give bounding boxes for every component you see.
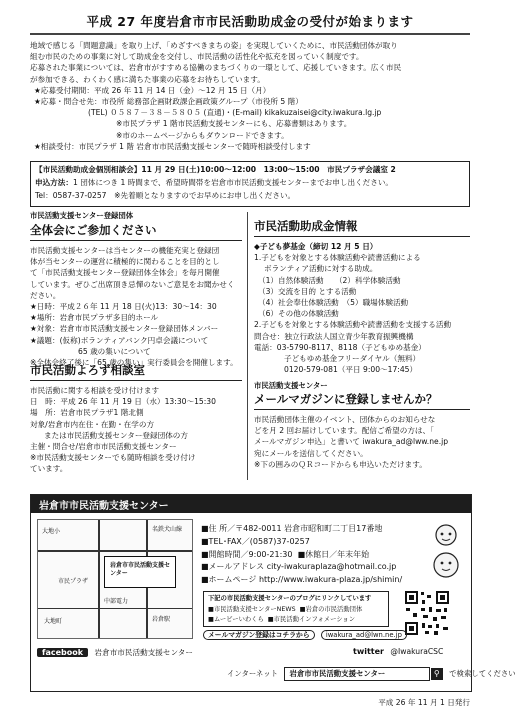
social-row bbox=[37, 647, 193, 658]
center-homepage: ■ホームページ http://www.iwakura-plaza.jp/shimin/ bbox=[201, 575, 403, 585]
consultation-room-section: 市民活動よろず相談室 市民活動に関する相談を受け付けます 日 時：平成 26 年 11 月 19 日（水）13:30〜15:30 場 所：岩倉市民プラザ1 階北側 対象/岩倉市内在住・在勤・在学の方 または市民活動支援センター登録団体の方 主催・問合せ/岩倉市市民活動支援センター ※市民活動支援センターでも随時相談を受け付け ています。 bbox=[30, 362, 242, 475]
intro-text: 地域で感じる「問題意識」を取り上げ、「めざすべきまちの姿」を実現していくために、市民活動団体が取り 組む市民のための事業に対して助成金を交付し、市民活動の活性化や拡充を図っていく制度です。 応募された事業については、岩倉市がすすめる協働のまちづくりの一環として、応援していきます。広く市民 が参加できる、わくわく感に満ちた事業の応募をお待ちしています。 ★応募受付期間：平成 26 年 11 月 14 日（金）〜12 月 15 日（月） ★応募・問合せ先：市役所 総務部企画財政課企画政策グループ（市役所 5 階） (TEL) ０５８７－３８－５８０５ (直通)・(E-mail) kikakuzaisei@city.iwakura.lg.jp ※市民プラザ 1 階市民活動支援センターにも、応募書類はあります。 ※市のホームページからもダウンロードできます。 ★相談受付：市民プラザ 1 階 岩倉市市民活動支援センターで随時相談受付します bbox=[30, 41, 402, 151]
mail-magazine-heading: メールマガジンに登録しませんか？ bbox=[254, 391, 470, 410]
consult-apply-method: 1 団体につき 1 時間まで、希望時間帯を岩倉市市民活動支援センターまでお申し出ください。 bbox=[72, 178, 394, 187]
issue-date: 平成 26 年 11 月 1 日発行 bbox=[378, 698, 470, 707]
page-title: 平成 27 年度岩倉市市民活動助成金の受付が始まります bbox=[86, 14, 414, 29]
consult-reception: ★相談受付：市民プラザ 1 階 岩倉市市民活動支援センターで随時相談受付します bbox=[34, 141, 311, 151]
qr-code[interactable] bbox=[403, 589, 451, 637]
application-period: ★応募受付期間：平成 26 年 11 月 14 日（金）〜12 月 15 日（月） bbox=[34, 85, 271, 95]
note-download: ※市のホームページからもダウンロードできます。 bbox=[116, 130, 289, 140]
dream-fund-heading: ◆子ども夢基金（締切 12 月 5 日） bbox=[254, 242, 378, 251]
center-email: ■メールアドレス city-iwakuraplaza@hotmail.co.jp bbox=[201, 562, 397, 572]
blog-link-info[interactable]: ■市民活動インフォメーション bbox=[267, 616, 356, 623]
center-name: 岩倉市市民活動支援センター bbox=[39, 501, 169, 512]
center-address: ■住 所／〒482-0011 岩倉市昭和町二丁目17番地 bbox=[201, 524, 383, 533]
consultation-box: 【市民活動助成金個別相談会】11 月 29 日(土)10:00〜12:00 13:00〜15:00 市民プラザ会議室 2 申込方法：1 団体につき 1 時間まで、希望時間帯を岩倉市市民活動支援センターまでお申し出ください。 Tel：0587-37-0257 ※先着順となりますのでお早めにお申し出ください。 bbox=[30, 161, 470, 207]
mail-magazine-section: 市民活動支援センター メールマガジンに登録しませんか？ 市民活動団体主催のイベント、団体からのお知らせな どを月 2 回お届けしています。配信ご希望の方は、「 メールマガジン申込」と書いて iwakura_ad@lww.ne.jp 宛にメールを送信してください。 ※下の囲みのＱＲコードからも申込いただけます。 bbox=[254, 380, 470, 470]
contact-tel-email: (TEL) ０５８７－３８－５８０５ (直通)・(E-mail) kikakuzaisei@city.iwakura.lg.jp bbox=[88, 108, 382, 118]
blog-link-news[interactable]: ■市民活動支援センターNEWS bbox=[208, 606, 296, 613]
facebook-page-name[interactable]: 岩倉市市民活動支援センター bbox=[94, 648, 193, 657]
grant-info-heading: 市民活動助成金情報 bbox=[254, 218, 470, 237]
center-tel: ■TEL･FAX／(0587)37-0257 bbox=[201, 536, 310, 546]
consult-tel: Tel：0587-37-0257 ※先着順となりますのでお早めにお申し出ください。 bbox=[35, 191, 296, 200]
center-contact-info bbox=[201, 523, 402, 587]
facebook-icon[interactable]: facebook bbox=[37, 648, 88, 657]
blog-links-box: 下記の市民活動支援センターのブログにリンクしています ■市民活動支援センターNEWS ■岩倉の市民活動団体 ■ムービーいわくら ■市民活動インフォメーション bbox=[203, 591, 389, 627]
center-hours: ■開館時間／9:00-21:30 bbox=[201, 549, 293, 559]
consultation-room-heading: 市民活動よろず相談室 bbox=[30, 362, 242, 381]
twitter-row bbox=[353, 647, 443, 656]
center-info-panel bbox=[30, 494, 516, 692]
consult-box-label: 【市民活動助成金個別相談会】 bbox=[35, 165, 142, 174]
note-documents: ※市民プラザ 1 階市民活動支援センターにも、応募書類はあります。 bbox=[116, 119, 352, 129]
internet-search-row: インターネット 岩倉市市民活動支援センター ⚲ で検索してください bbox=[227, 667, 516, 681]
application-contact: ★応募・問合せ先：市役所 総務部企画財政課企画政策グループ（市役所 5 階） bbox=[34, 97, 303, 107]
twitter-handle[interactable]: @IwakuraCSC bbox=[390, 647, 444, 656]
center-closed: ■休館日／年末年始 bbox=[297, 549, 370, 559]
mailmag-address[interactable]: iwakura_ad@lwn.ne.jp bbox=[321, 630, 407, 640]
blog-link-movie[interactable]: ■ムービーいわくら bbox=[208, 616, 264, 623]
general-meeting-heading: 全体会にご参加ください bbox=[30, 222, 242, 241]
general-meeting-section: 市民活動支援センター登録団体 全体会にご参加ください 市民活動支援センターは当センターの機能充実と登録団 体が当センターの運営に積極的に関わることを目的とし て「市民活動支援センター登録団体全体会」を毎月開催 しています。ぜひご出席頂き忌憚のないご意見をお聞かせく ださい。 ★日時：平成２６年 11 月 18 日(火)13：30〜14：30 ★場所：岩倉市民プラザ多目的ホール ★対象：岩倉市市民活動支援センター登録団体メンバー ★議題：(仮称)ボランティアバンク円卓会議について 65 歳の集いについて ※全体会終了後に「65 歳の集い」実行委員会を開催します。 bbox=[30, 210, 242, 368]
grant-info-section: 市民活動助成金情報 ◆子ども夢基金（締切 12 月 5 日） 1.子どもを対象とする体験活動や読書活動による ボランティア活動に対する助成。 （1）自然体験活動 （2）科学体験活動 （3）交流を目的 とする活動 （4）社会奉仕体験活動 （5）職場体験活動 （6）その他の体験活動 2.子どもを対象とする体験活動や読書活動を支援する活動 問合せ：独立行政法人国立青少年教育振興機構 電話：03-5790-8117、8118（子どもゆめ基金） 子どもゆめ基金フリーダイヤル（無料） 0120-579-081（平日 9:00〜17:45） bbox=[254, 218, 470, 375]
mascot-illustration bbox=[427, 521, 465, 583]
access-map: 岩倉市市民活動支援センター 市民プラザ 岩倉駅 大地小 名鉄犬山線 大地町 中部電力 bbox=[37, 519, 193, 639]
twitter-icon[interactable]: twitter bbox=[353, 647, 384, 656]
mailmag-register-row: メールマガジン登録はコチラから iwakura_ad@lwn.ne.jp bbox=[203, 629, 407, 639]
title-divider bbox=[30, 33, 470, 35]
search-input[interactable]: 岩倉市市民活動支援センター bbox=[284, 667, 430, 681]
search-icon[interactable]: ⚲ bbox=[431, 668, 443, 680]
column-divider bbox=[247, 212, 248, 480]
consult-box-schedule: 11 月 29 日(土)10:00〜12:00 13:00〜15:00 市民プラザ会議室 2 bbox=[141, 165, 396, 174]
blog-link-groups[interactable]: ■岩倉の市民活動団体 bbox=[299, 606, 363, 613]
